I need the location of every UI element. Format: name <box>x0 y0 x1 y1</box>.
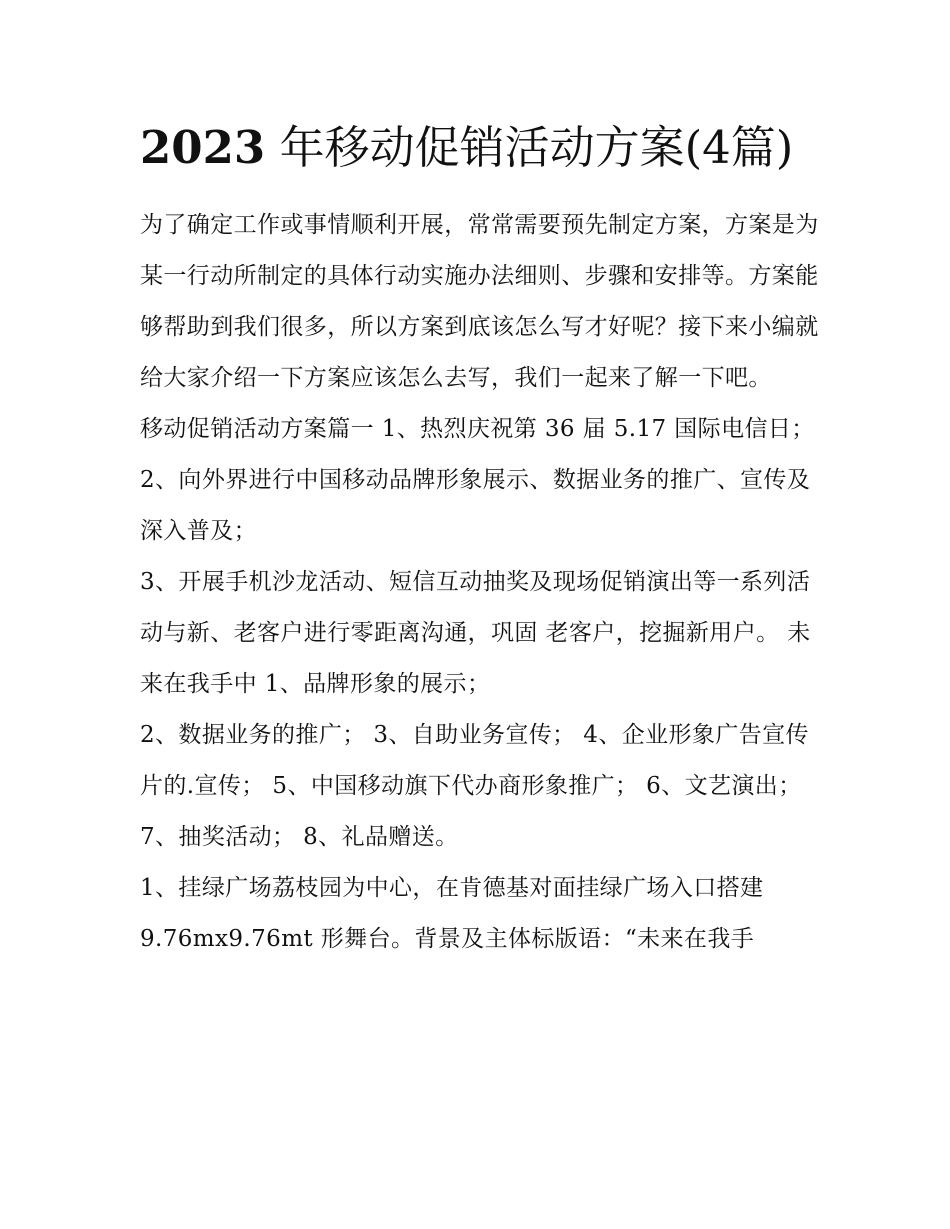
body-paragraph: 1、挂绿广场荔枝园为中心，在肯德基对面挂绿广场入口搭建 9.76mx9.76mt 形舞台。背景及主体标版语：“未来在我手 <box>140 875 764 952</box>
document-page <box>140 110 820 965</box>
intro-paragraph: 为了确定工作或事情顺利开展，常常需要预先制定方案，方案是为某一行动所制定的具体行动实施办法细则、步骤和安排等。方案能够帮助到我们很多，所以方案到底该怎么写才好呢？接下来小编就给大家介绍一下方案应该怎么去写，我们一起来了解一下吧。 <box>140 212 819 391</box>
body-paragraph: 2、向外界进行中国移动品牌形象展示、数据业务的推广、宣传及深入普及； <box>140 467 811 544</box>
body-paragraph: 2、数据业务的推广； 3、自助业务宣传； 4、企业形象广告宣传片的.宣传； 5、中国移动旗下代办商形象推广； 6、文艺演出； 7、抽奖活动； 8、礼品赠送。 <box>140 722 809 850</box>
document-title <box>140 110 820 186</box>
title-year: 2023 <box>140 121 266 174</box>
body-paragraph: 3、开展手机沙龙活动、短信互动抽奖及现场促销演出等一系列活动与新、老客户进行零距离沟通，巩固 老客户，挖掘新用户。 未来在我手中 1、品牌形象的展示； <box>140 569 811 697</box>
body-paragraph: 移动促销活动方案篇一 1、热烈庆祝第 36 届 5.17 国际电信日； <box>140 416 815 442</box>
title-text: 年移动促销活动方案(4篇) <box>279 121 794 174</box>
